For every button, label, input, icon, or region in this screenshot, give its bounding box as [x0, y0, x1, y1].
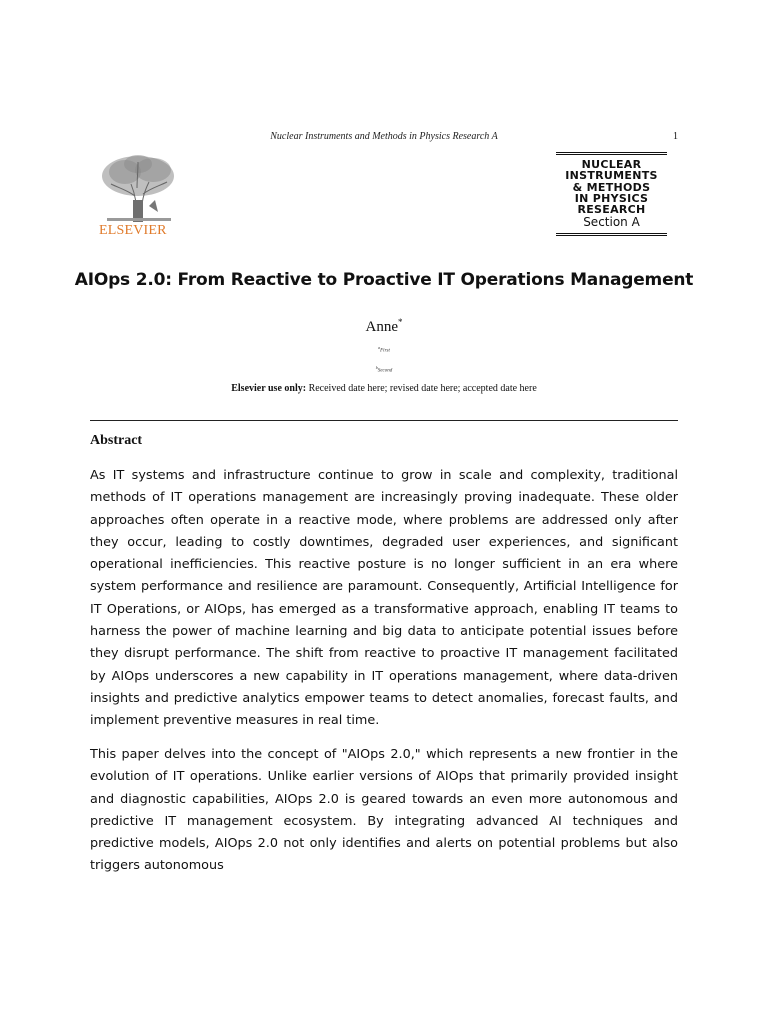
affiliation-mark: a [378, 345, 381, 350]
affiliation-mark: b [375, 365, 378, 370]
article-title: AIOps 2.0: From Reactive to Proactive IT Operations Management [74, 270, 694, 290]
journal-box [556, 152, 667, 236]
abstract-paragraph: As IT systems and infrastructure continue to grow in scale and complexity, traditional methods of IT operations management are increasingly proving inadequate. These older approaches often operate in a reactive mode, where problems are addressed only after they occur, leading to costly downtimes, degraded user experiences, and significant operational inefficiencies. This reactive posture is no longer sufficient in an era where system performance and resilience are paramount. Consequently, Artificial Intelligence for IT Operations, or AIOps, has emerged as a transformative approach, enabling IT teams to harness the power of machine learning and big data to anticipate potential issues before they disrupt performance. The shift from reactive to proactive IT management facilitated by AIOps underscores a new capability in IT operations management, where data-driven insights and predictive analytics empower teams to detect anomalies, forecast faults, and implement preventive measures in real time. [90, 468, 678, 729]
affiliation-text: Second [377, 368, 393, 374]
article-dates [0, 383, 768, 394]
section-divider [90, 420, 678, 421]
journal-name-line: & METHODS [572, 180, 651, 194]
abstract-heading: Abstract [90, 433, 143, 448]
dates-text: Received date here; revised date here; accepted date here [308, 383, 537, 394]
affiliation-text: First [380, 348, 390, 354]
journal-section: Section A [583, 215, 640, 230]
journal-name-line: RESEARCH [577, 203, 646, 217]
author-name: Anne [365, 319, 398, 335]
journal-name-line: IN PHYSICS [574, 191, 649, 205]
journal-name-line: NUCLEAR [581, 158, 642, 171]
journal-name-line: INSTRUMENTS [565, 169, 658, 183]
affiliation [0, 345, 768, 354]
elsevier-tree-icon [97, 154, 179, 224]
author-footnote-mark: * [398, 317, 403, 327]
affiliation [0, 365, 768, 374]
abstract-paragraph: This paper delves into the concept of "AIOps 2.0," which represents a new frontier in the evolution of IT operations. Unlike earlier versions of AIOps that primarily provided insight and diagnostic capabilities, AIOps 2.0 is geared towards an even more autonomous and predictive IT management ecosystem. By integrating advanced AI techniques and predictive models, AIOps 2.0 not only identifies and alerts on potential problems but also triggers autonomous [90, 747, 678, 874]
elsevier-wordmark: ELSEVIER [99, 223, 167, 238]
dates-label: Elsevier use only: [231, 383, 307, 394]
running-header: Nuclear Instruments and Methods in Physics Research A [270, 131, 498, 142]
author-line [0, 317, 768, 336]
page-number: 1 [673, 131, 678, 142]
